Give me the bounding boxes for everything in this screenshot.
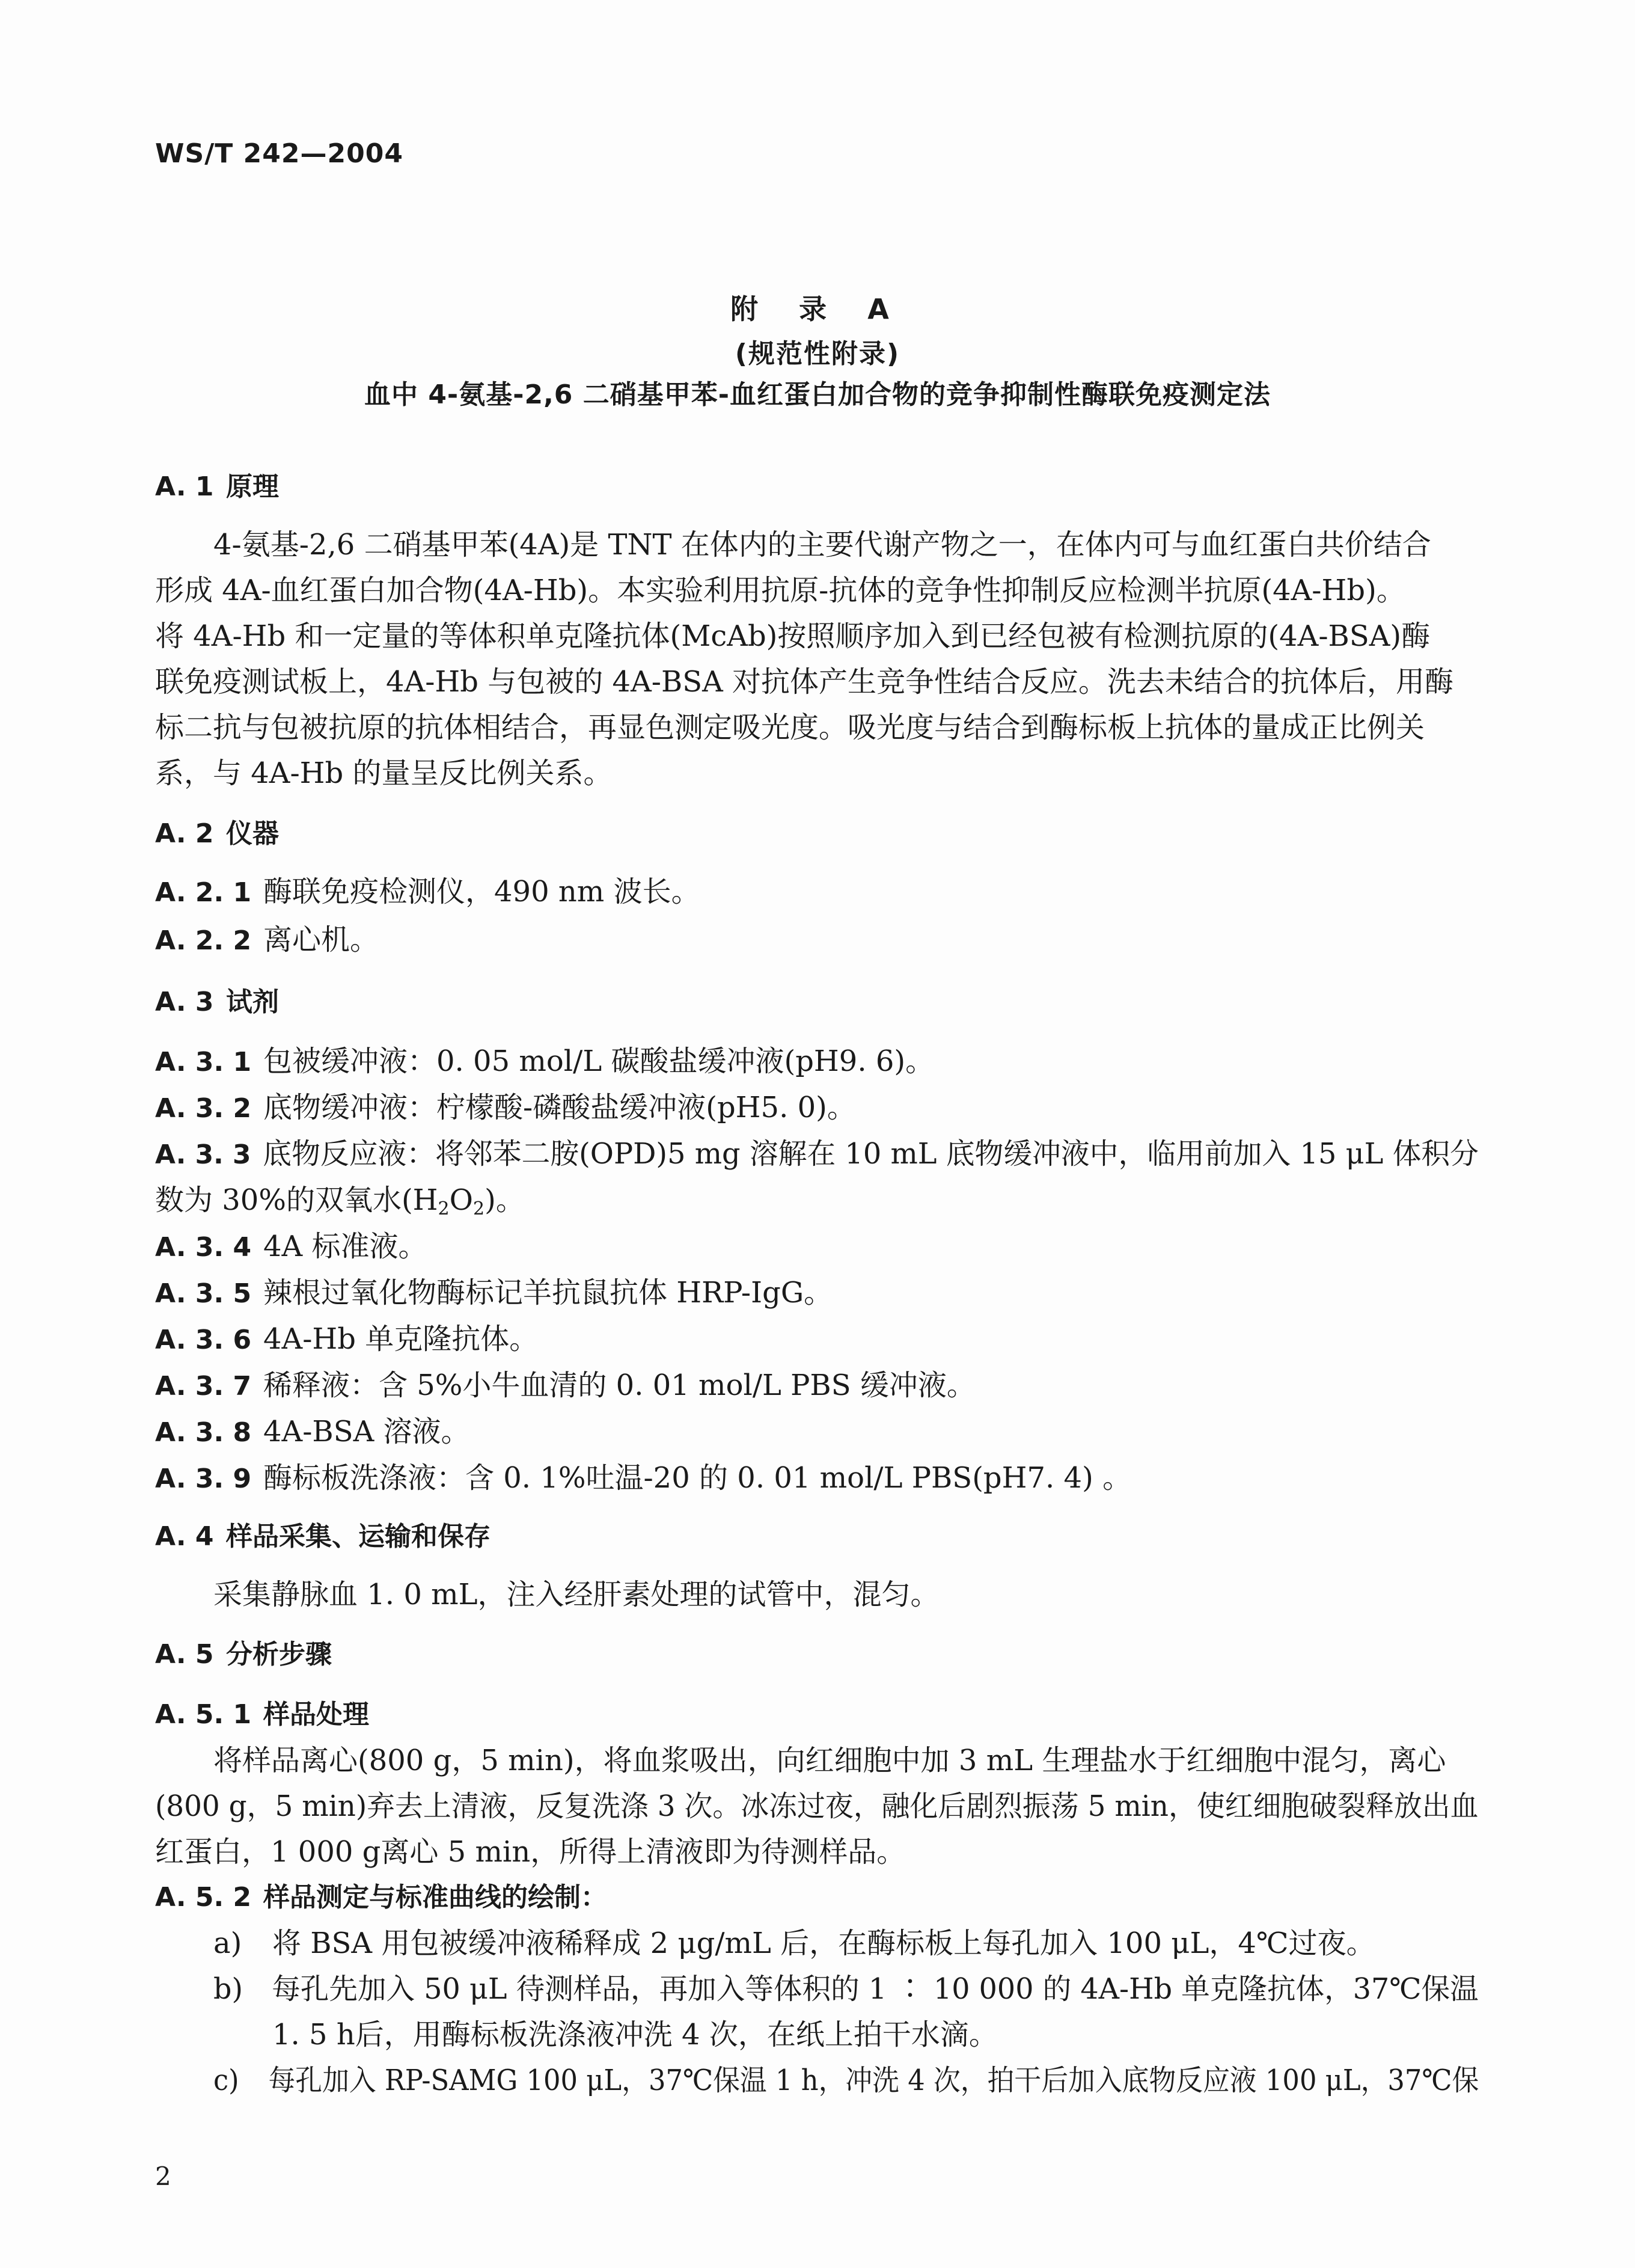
step-item xyxy=(213,2062,1479,2098)
subsection-title: 样品处理 xyxy=(263,1699,369,1730)
item-text: 4A 标准液。 xyxy=(263,1230,427,1263)
step-text: 每孔加入 RP-SAMG 100 μL，37℃保温 1 h，冲洗 4 次，拍干后加入底物反应液 100 μL，37℃保 xyxy=(268,2064,1479,2097)
item-text: 4A-BSA 溶液。 xyxy=(263,1415,470,1448)
step-text: 将 BSA 用包被缓冲液稀释成 2 μg/mL 后，在酶标板上每孔加入 100 μL，4℃过夜。 xyxy=(272,1926,1375,1960)
section-heading-a4 xyxy=(155,1519,490,1555)
item-number: A. 3. 7 xyxy=(155,1371,252,1402)
paragraph-line: 将样品离心(800 g，5 min)，将血浆吸出，向红细胞中加 3 mL 生理盐水于红细胞中混匀，离心 xyxy=(213,1744,1446,1777)
section-number: A. 3 xyxy=(155,987,214,1017)
paragraph-line: 系，与 4A-Hb 的量呈反比例关系。 xyxy=(155,756,613,790)
paragraph-line: 联免疫测试板上，4A-Hb 与包被的 4A-BSA 对抗体产生竞争性结合反应。洗去未结合的抗体后，用酶 xyxy=(155,665,1454,699)
list-item xyxy=(155,874,700,911)
item-text: 稀释液：含 5%小牛血清的 0. 01 mol/L PBS 缓冲液。 xyxy=(263,1368,976,1402)
list-item xyxy=(155,1460,1131,1497)
section-title: 试剂 xyxy=(226,987,279,1017)
continuation-text: O xyxy=(449,1183,473,1217)
annex-label: 附 录 A xyxy=(730,293,905,325)
subsection-heading-a51 xyxy=(155,1697,369,1733)
section-number: A. 2 xyxy=(155,818,214,849)
paragraph-line: 4-氨基-2,6 二硝基甲苯(4A)是 TNT 在体内的主要代谢产物之一，在体内可与血红蛋白共价结合 xyxy=(213,528,1431,562)
section-title: 分析步骤 xyxy=(226,1639,332,1670)
list-item xyxy=(155,1275,833,1312)
item-text: 4A-Hb 单克隆抗体。 xyxy=(263,1322,539,1356)
item-number: A. 3. 8 xyxy=(155,1417,252,1448)
list-item xyxy=(155,1136,1479,1173)
section-heading-a1 xyxy=(155,469,279,505)
section-title: 样品采集、运输和保存 xyxy=(226,1521,490,1552)
list-item xyxy=(155,922,379,959)
item-text: 底物反应液：将邻苯二胺(OPD)5 mg 溶解在 10 mL 底物缓冲液中，临用前加入 15 μL 体积分 xyxy=(263,1137,1479,1171)
step-marker: a) xyxy=(213,1926,242,1960)
item-text: 离心机。 xyxy=(263,923,379,957)
list-item xyxy=(155,1367,976,1405)
paragraph-line: 标二抗与包被抗原的抗体相结合，再显色测定吸光度。吸光度与结合到酶标板上抗体的量成正比例关 xyxy=(155,711,1425,744)
page-number: 2 xyxy=(155,2162,171,2191)
section-heading-a5 xyxy=(155,1637,332,1673)
list-item xyxy=(155,1321,538,1358)
subsection-number: A. 5. 1 xyxy=(155,1699,252,1730)
paragraph-line: (800 g，5 min)弃去上清液，反复洗涤 3 次。冰冻过夜，融化后剧烈振荡 5 min，使红细胞破裂释放出血 xyxy=(155,1789,1479,1823)
section-number: A. 5 xyxy=(155,1639,214,1670)
item-text: 底物缓冲液：柠檬酸-磷酸盐缓冲液(pH5. 0)。 xyxy=(263,1091,856,1124)
item-text: 酶标板洗涤液：含 0. 1%吐温-20 的 0. 01 mol/L PBS(pH7. 4) 。 xyxy=(263,1461,1132,1495)
section-number: A. 1 xyxy=(155,471,214,502)
item-continuation xyxy=(155,1182,525,1218)
annex-type: (规范性附录) xyxy=(735,339,900,369)
annex-title: 血中 4-氨基-2,6 二硝基甲苯-血红蛋白加合物的竞争抑制性酶联免疫测定法 xyxy=(364,379,1271,410)
list-item xyxy=(155,1228,427,1266)
item-number: A. 3. 2 xyxy=(155,1093,252,1124)
continuation-text: 数为 30%的双氧水(H xyxy=(155,1183,438,1217)
step-item xyxy=(213,1971,1479,2007)
item-number: A. 2. 2 xyxy=(155,925,252,956)
section-title: 原理 xyxy=(226,471,279,502)
step-continuation: 1. 5 h后，用酶标板洗涤液冲洗 4 次，在纸上拍干水滴。 xyxy=(272,2018,998,2052)
list-item xyxy=(155,1414,470,1451)
item-text: 酶联免疫检测仪，490 nm 波长。 xyxy=(263,875,700,909)
step-item xyxy=(213,1925,1375,1961)
section-heading-a2 xyxy=(155,816,279,852)
section-title: 仪器 xyxy=(226,818,279,849)
subsection-heading-a52 xyxy=(155,1880,607,1916)
section-number: A. 4 xyxy=(155,1521,214,1552)
item-number: A. 3. 1 xyxy=(155,1047,252,1077)
step-text: 每孔先加入 50 μL 待测样品，再加入等体积的 1 ∶ 10 000 的 4A-Hb 单克隆抗体，37℃保温 xyxy=(272,1972,1479,2006)
item-number: A. 3. 4 xyxy=(155,1232,252,1263)
continuation-text: )。 xyxy=(484,1183,525,1217)
subsection-number: A. 5. 2 xyxy=(155,1882,252,1913)
list-item xyxy=(155,1090,856,1127)
item-number: A. 2. 1 xyxy=(155,877,252,908)
subscript: 2 xyxy=(438,1198,450,1219)
item-number: A. 3. 9 xyxy=(155,1463,252,1494)
item-text: 辣根过氧化物酶标记羊抗鼠抗体 HRP-IgG。 xyxy=(263,1276,833,1310)
item-text: 包被缓冲液：0. 05 mol/L 碳酸盐缓冲液(pH9. 6)。 xyxy=(263,1044,935,1078)
step-marker: c) xyxy=(213,2064,239,2097)
paragraph-line: 将 4A-Hb 和一定量的等体积单克隆抗体(McAb)按照顺序加入到已经包被有检测抗原的(4A-BSA)酶 xyxy=(155,619,1431,653)
paragraph-line: 采集静脉血 1. 0 mL，注入经肝素处理的试管中，混匀。 xyxy=(213,1578,940,1611)
standard-code: WS/T 242—2004 xyxy=(155,138,403,169)
list-item xyxy=(155,1043,934,1080)
item-number: A. 3. 3 xyxy=(155,1139,251,1170)
subsection-title: 样品测定与标准曲线的绘制： xyxy=(263,1882,607,1913)
item-number: A. 3. 5 xyxy=(155,1278,252,1309)
item-number: A. 3. 6 xyxy=(155,1325,252,1355)
paragraph-line: 红蛋白，1 000 g离心 5 min，所得上清液即为待测样品。 xyxy=(155,1835,906,1869)
paragraph-line: 形成 4A-血红蛋白加合物(4A-Hb)。本实验利用抗原-抗体的竞争性抑制反应检测半抗原(4A-Hb)。 xyxy=(155,574,1405,607)
subscript: 2 xyxy=(473,1198,485,1219)
section-heading-a3 xyxy=(155,984,279,1020)
step-marker: b) xyxy=(213,1972,243,2006)
